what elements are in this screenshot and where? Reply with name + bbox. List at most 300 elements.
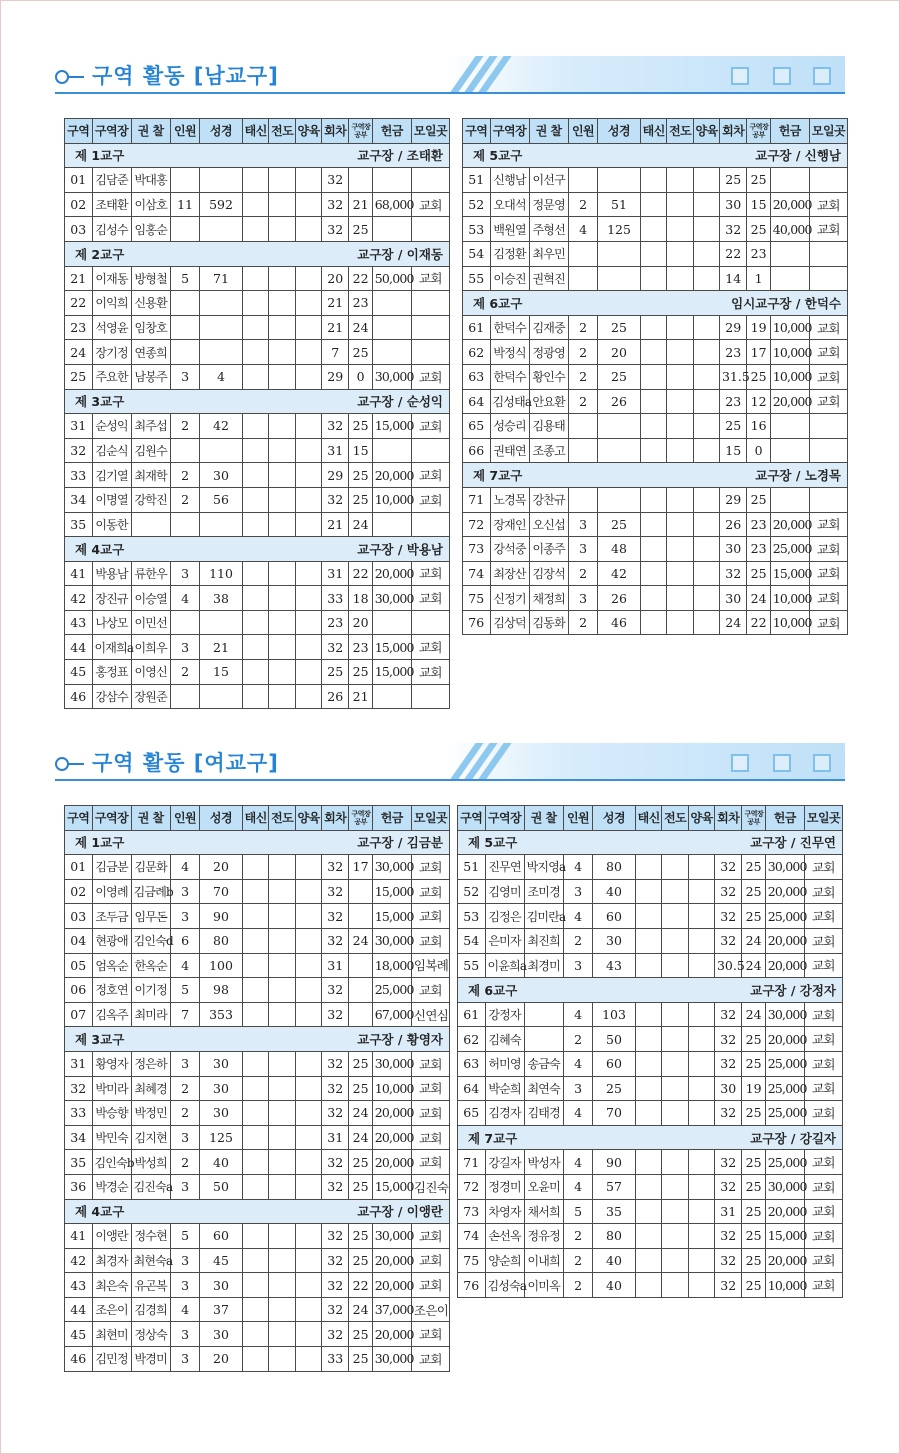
cell-session: 33 xyxy=(321,1347,349,1372)
cell-nurture xyxy=(693,364,719,389)
cell-place: 교회 xyxy=(411,1101,449,1126)
cell-session: 32 xyxy=(321,1297,349,1322)
cell-recorder: 이기정 xyxy=(131,978,170,1003)
cell-evangelism xyxy=(269,1101,295,1126)
cell-place: 교회 xyxy=(411,1347,449,1372)
cell-leader-study: 25 xyxy=(349,1322,372,1347)
cell-members: 3 xyxy=(170,1347,200,1372)
cell-members: 2 xyxy=(563,1224,593,1249)
cell-bible: 98 xyxy=(200,978,242,1003)
cell-session: 29 xyxy=(321,364,349,389)
cell-leader: 최현미 xyxy=(92,1322,131,1347)
cell-members: 2 xyxy=(170,1150,200,1175)
cell-place: 교회 xyxy=(804,1224,842,1249)
cell-offering: 10,000 xyxy=(765,1273,804,1298)
cell-recorder: 최연숙 xyxy=(524,1076,563,1101)
cell-leader-study: 25 xyxy=(349,487,372,512)
cell-place: 교회 xyxy=(411,192,449,217)
cell-leader: 최은숙 xyxy=(92,1273,131,1298)
cell-offering xyxy=(372,610,411,635)
table-row xyxy=(65,364,450,389)
group-cell xyxy=(65,241,450,266)
cell-members xyxy=(170,315,200,340)
cell-leader: 박민숙 xyxy=(92,1125,131,1150)
cell-bible: 48 xyxy=(598,537,640,562)
cell-evangelism xyxy=(667,241,693,266)
cell-place: 김진숙 xyxy=(411,1174,449,1199)
cell-evangelism xyxy=(667,217,693,242)
cell-bible: 40 xyxy=(200,1150,242,1175)
cell-leader: 이재희a xyxy=(92,635,131,660)
cell-session: 29 xyxy=(719,315,747,340)
cell-evangelism xyxy=(667,512,693,537)
cell-bible: 30 xyxy=(200,463,242,488)
cell-bible: 71 xyxy=(200,266,242,291)
cell-session: 32 xyxy=(321,1174,349,1199)
group-name: 제 5교구 xyxy=(468,835,518,851)
table-row xyxy=(65,660,450,685)
cell-bible: 46 xyxy=(598,610,640,635)
cell-nurture xyxy=(688,1002,714,1027)
cell-leader-study: 24 xyxy=(349,1125,372,1150)
cell-session: 32 xyxy=(714,1248,742,1273)
cell-recorder: 박대홍 xyxy=(131,168,170,193)
table-row xyxy=(458,1199,843,1224)
bullet-tick xyxy=(68,763,84,765)
cell-prayer xyxy=(640,438,666,463)
table-row xyxy=(65,1297,450,1322)
table-row xyxy=(458,1150,843,1175)
cell-leader: 석영윤 xyxy=(92,315,131,340)
cell-leader-study: 25 xyxy=(349,340,372,365)
district-table-men-left xyxy=(64,118,450,709)
cell-place: 교회 xyxy=(804,1174,842,1199)
group-row xyxy=(65,143,450,168)
decor-square-icon xyxy=(773,754,791,772)
cell-prayer xyxy=(242,291,268,316)
cell-nurture xyxy=(295,487,321,512)
group-cell xyxy=(463,291,848,316)
bullet-icon xyxy=(55,70,69,84)
table-row xyxy=(463,414,848,439)
cell-prayer xyxy=(640,512,666,537)
table-row xyxy=(65,438,450,463)
cell-bible: 60 xyxy=(593,1051,635,1076)
cell-nurture xyxy=(693,266,719,291)
cell-leader-study: 25 xyxy=(742,1273,765,1298)
cell-members: 2 xyxy=(568,364,598,389)
cell-evangelism xyxy=(269,1150,295,1175)
cell-recorder: 김경희 xyxy=(131,1297,170,1322)
cell-bible xyxy=(200,610,242,635)
cell-prayer xyxy=(242,1150,268,1175)
column-header-recorder: 권 찰 xyxy=(524,806,563,831)
cell-recorder: 이영신 xyxy=(131,660,170,685)
cell-leader-study xyxy=(349,953,372,978)
cell-nurture xyxy=(295,512,321,537)
cell-bible: 110 xyxy=(200,561,242,586)
cell-offering: 25,000 xyxy=(372,978,411,1003)
cell-bible: 80 xyxy=(593,855,635,880)
cell-members: 3 xyxy=(563,953,593,978)
cell-offering: 15,000 xyxy=(372,660,411,685)
cell-session: 20 xyxy=(321,266,349,291)
cell-nurture xyxy=(688,1027,714,1052)
cell-leader-study: 16 xyxy=(747,414,770,439)
cell-leader-study: 25 xyxy=(742,1224,765,1249)
cell-session: 32 xyxy=(714,1002,742,1027)
cell-session: 32 xyxy=(321,1150,349,1175)
cell-offering: 30,000 xyxy=(765,855,804,880)
cell-recorder: 류한우 xyxy=(131,561,170,586)
cell-prayer xyxy=(242,1224,268,1249)
column-header-prayer: 태신 xyxy=(242,119,268,144)
cell-district-no: 65 xyxy=(463,414,491,439)
cell-members xyxy=(170,684,200,709)
cell-evangelism xyxy=(667,610,693,635)
cell-session: 32 xyxy=(714,1027,742,1052)
cell-recorder: 이종주 xyxy=(529,537,568,562)
cell-evangelism xyxy=(269,1076,295,1101)
cell-session: 21 xyxy=(321,512,349,537)
cell-prayer xyxy=(635,1174,661,1199)
table-row xyxy=(65,217,450,242)
cell-recorder: 박성자 xyxy=(524,1150,563,1175)
cell-district-no: 33 xyxy=(65,1101,93,1126)
cell-members: 5 xyxy=(170,266,200,291)
cell-nurture xyxy=(693,340,719,365)
cell-nurture xyxy=(693,315,719,340)
cell-evangelism xyxy=(662,1199,688,1224)
cell-members: 4 xyxy=(563,1174,593,1199)
cell-bible: 80 xyxy=(200,928,242,953)
cell-bible: 60 xyxy=(593,904,635,929)
cell-prayer xyxy=(640,315,666,340)
cell-prayer xyxy=(242,978,268,1003)
cell-leader: 손선옥 xyxy=(485,1224,524,1249)
cell-bible: 51 xyxy=(598,192,640,217)
cell-prayer xyxy=(242,217,268,242)
group-name: 제 7교구 xyxy=(473,468,523,484)
cell-place: 교회 xyxy=(411,660,449,685)
cell-leader: 현광애 xyxy=(92,928,131,953)
cell-evangelism xyxy=(269,340,295,365)
cell-place: 교회 xyxy=(411,879,449,904)
cell-bible: 43 xyxy=(593,953,635,978)
cell-district-no: 41 xyxy=(65,1224,93,1249)
cell-district-no: 61 xyxy=(458,1002,486,1027)
cell-district-no: 71 xyxy=(458,1150,486,1175)
cell-bible: 57 xyxy=(593,1174,635,1199)
cell-offering: 10,000 xyxy=(372,1076,411,1101)
cell-nurture xyxy=(295,168,321,193)
table-row xyxy=(65,1150,450,1175)
bullet-icon xyxy=(55,757,69,771)
cell-recorder: 정상숙 xyxy=(131,1322,170,1347)
table-row xyxy=(458,904,843,929)
column-header-place: 모일곳 xyxy=(809,119,847,144)
cell-members: 3 xyxy=(568,537,598,562)
cell-evangelism xyxy=(269,438,295,463)
cell-leader-study: 25 xyxy=(349,1347,372,1372)
cell-district-no: 43 xyxy=(65,1273,93,1298)
cell-nurture xyxy=(295,610,321,635)
cell-offering: 68,000 xyxy=(372,192,411,217)
table-row xyxy=(65,978,450,1003)
cell-offering: 30,000 xyxy=(765,1002,804,1027)
cell-session: 29 xyxy=(321,463,349,488)
group-name: 제 4교구 xyxy=(75,541,125,557)
cell-leader-study: 15 xyxy=(349,438,372,463)
cell-recorder: 박정민 xyxy=(131,1101,170,1126)
group-leader: 교구장 / 김금분 xyxy=(357,835,443,851)
cell-leader: 양순희 xyxy=(485,1248,524,1273)
cell-bible: 15 xyxy=(200,660,242,685)
cell-recorder: 김금례b xyxy=(131,879,170,904)
cell-leader-study: 24 xyxy=(349,1101,372,1126)
cell-session: 32 xyxy=(321,904,349,929)
cell-leader-study: 25 xyxy=(349,1051,372,1076)
cell-bible: 353 xyxy=(200,1002,242,1027)
cell-evangelism xyxy=(269,315,295,340)
cell-place: 교회 xyxy=(809,192,847,217)
cell-members: 3 xyxy=(170,635,200,660)
table-row xyxy=(463,586,848,611)
cell-prayer xyxy=(635,1150,661,1175)
cell-district-no: 65 xyxy=(458,1101,486,1126)
cell-session: 31 xyxy=(321,438,349,463)
cell-session: 32 xyxy=(714,1051,742,1076)
table-row xyxy=(458,1248,843,1273)
cell-district-no: 05 xyxy=(65,953,93,978)
cell-leader: 김금분 xyxy=(92,855,131,880)
cell-evangelism xyxy=(269,1347,295,1372)
cell-bible: 4 xyxy=(200,364,242,389)
bullet-tick xyxy=(68,76,84,78)
cell-offering: 30,000 xyxy=(372,1347,411,1372)
cell-leader: 이영례 xyxy=(92,879,131,904)
cell-district-no: 03 xyxy=(65,217,93,242)
cell-bible xyxy=(200,291,242,316)
district-table-men-right xyxy=(462,118,848,635)
cell-leader-study xyxy=(349,168,372,193)
column-header-bible: 성경 xyxy=(593,806,635,831)
cell-bible: 20 xyxy=(200,1347,242,1372)
column-header-session: 회차 xyxy=(321,119,349,144)
cell-place xyxy=(411,168,449,193)
cell-nurture xyxy=(693,561,719,586)
cell-offering: 37,000 xyxy=(372,1297,411,1322)
cell-evangelism xyxy=(667,414,693,439)
cell-nurture xyxy=(693,217,719,242)
cell-members: 2 xyxy=(170,1101,200,1126)
cell-offering xyxy=(372,512,411,537)
cell-prayer xyxy=(635,1101,661,1126)
cell-leader: 순성익 xyxy=(92,414,131,439)
cell-prayer xyxy=(242,1002,268,1027)
cell-bible: 90 xyxy=(593,1150,635,1175)
cell-place xyxy=(411,610,449,635)
table-row xyxy=(463,610,848,635)
cell-recorder: 주형선 xyxy=(529,217,568,242)
cell-prayer xyxy=(640,561,666,586)
cell-place xyxy=(809,414,847,439)
column-header-recorder: 권 찰 xyxy=(529,119,568,144)
cell-members: 4 xyxy=(563,855,593,880)
group-leader: 교구장 / 박용남 xyxy=(357,541,443,557)
column-header-leader-study: 구역장 공부 xyxy=(349,806,372,831)
table-row xyxy=(458,1076,843,1101)
cell-nurture xyxy=(693,586,719,611)
cell-members: 3 xyxy=(170,1273,200,1298)
table-row xyxy=(463,512,848,537)
cell-evangelism xyxy=(662,1051,688,1076)
cell-leader: 차영자 xyxy=(485,1199,524,1224)
table-row xyxy=(458,1051,843,1076)
cell-evangelism xyxy=(662,1076,688,1101)
cell-nurture xyxy=(295,1297,321,1322)
cell-session: 23 xyxy=(719,340,747,365)
group-row xyxy=(65,537,450,562)
cell-recorder: 연종희 xyxy=(131,340,170,365)
cell-leader-study: 15 xyxy=(747,192,770,217)
cell-leader: 강정자 xyxy=(485,1002,524,1027)
section-title: 구역 활동 [남교구] xyxy=(92,64,279,88)
cell-prayer xyxy=(242,953,268,978)
cell-recorder: 최미라 xyxy=(131,1002,170,1027)
cell-session: 7 xyxy=(321,340,349,365)
cell-offering: 20,000 xyxy=(372,561,411,586)
table-row xyxy=(65,192,450,217)
cell-recorder: 최현숙a xyxy=(131,1248,170,1273)
cell-evangelism xyxy=(662,1273,688,1298)
cell-offering: 20,000 xyxy=(765,1027,804,1052)
cell-evangelism xyxy=(269,1297,295,1322)
cell-members xyxy=(170,610,200,635)
cell-evangelism xyxy=(269,586,295,611)
cell-district-no: 61 xyxy=(463,315,491,340)
table-row xyxy=(65,463,450,488)
cell-recorder: 방형철 xyxy=(131,266,170,291)
cell-nurture xyxy=(295,855,321,880)
cell-leader: 김옥주 xyxy=(92,1002,131,1027)
cell-place: 교회 xyxy=(411,1150,449,1175)
cell-offering xyxy=(770,168,809,193)
cell-leader: 황영자 xyxy=(92,1051,131,1076)
cell-offering: 20,000 xyxy=(765,879,804,904)
cell-nurture xyxy=(295,1125,321,1150)
cell-recorder: 조미경 xyxy=(524,879,563,904)
cell-recorder: 김원수 xyxy=(131,438,170,463)
cell-session: 32 xyxy=(321,1273,349,1298)
section-decor-band xyxy=(445,56,845,92)
cell-nurture xyxy=(688,928,714,953)
table-row xyxy=(463,241,848,266)
cell-leader: 성승리 xyxy=(490,414,529,439)
cell-nurture xyxy=(693,512,719,537)
cell-session: 30 xyxy=(719,537,747,562)
cell-nurture xyxy=(688,1101,714,1126)
table-row xyxy=(65,291,450,316)
table-row xyxy=(65,414,450,439)
cell-leader: 신정기 xyxy=(490,586,529,611)
cell-leader: 권태연 xyxy=(490,438,529,463)
cell-bible: 35 xyxy=(593,1199,635,1224)
cell-session: 32 xyxy=(714,1224,742,1249)
cell-session: 32 xyxy=(714,1174,742,1199)
cell-district-no: 07 xyxy=(65,1002,93,1027)
cell-leader: 김순식 xyxy=(92,438,131,463)
column-header-nurture: 양육 xyxy=(688,806,714,831)
cell-leader-study: 25 xyxy=(742,1051,765,1076)
cell-bible xyxy=(200,684,242,709)
cell-district-no: 35 xyxy=(65,512,93,537)
table-row xyxy=(65,1125,450,1150)
cell-nurture xyxy=(295,315,321,340)
table-row xyxy=(458,1101,843,1126)
column-header-place: 모일곳 xyxy=(411,119,449,144)
cell-session: 26 xyxy=(719,512,747,537)
cell-prayer xyxy=(242,1273,268,1298)
cell-offering: 20,000 xyxy=(372,463,411,488)
cell-leader-study: 0 xyxy=(747,438,770,463)
cell-leader-study: 22 xyxy=(349,561,372,586)
cell-place: 교회 xyxy=(411,1273,449,1298)
cell-bible: 56 xyxy=(200,487,242,512)
group-row xyxy=(458,1125,843,1150)
cell-offering: 20,000 xyxy=(770,512,809,537)
cell-recorder: 이내희 xyxy=(524,1248,563,1273)
cell-evangelism xyxy=(269,266,295,291)
cell-session: 32 xyxy=(321,635,349,660)
cell-members: 5 xyxy=(170,978,200,1003)
header-row xyxy=(458,806,843,831)
cell-leader: 홍정표 xyxy=(92,660,131,685)
cell-place: 교회 xyxy=(411,463,449,488)
cell-members xyxy=(170,168,200,193)
cell-district-no: 31 xyxy=(65,414,93,439)
cell-evangelism xyxy=(269,610,295,635)
cell-leader: 조두금 xyxy=(92,904,131,929)
cell-members: 2 xyxy=(170,660,200,685)
cell-place: 교회 xyxy=(804,928,842,953)
cell-leader-study: 12 xyxy=(747,389,770,414)
cell-nurture xyxy=(688,1076,714,1101)
cell-evangelism xyxy=(662,1174,688,1199)
cell-district-no: 73 xyxy=(463,537,491,562)
cell-place: 교회 xyxy=(809,217,847,242)
cell-district-no: 23 xyxy=(65,315,93,340)
cell-members: 3 xyxy=(170,1125,200,1150)
column-header-leader: 구역장 xyxy=(92,119,131,144)
cell-nurture xyxy=(295,340,321,365)
cell-nurture xyxy=(295,1051,321,1076)
cell-place: 교회 xyxy=(411,978,449,1003)
cell-bible: 26 xyxy=(598,586,640,611)
column-header-prayer: 태신 xyxy=(635,806,661,831)
cell-leader-study: 22 xyxy=(747,610,770,635)
cell-prayer xyxy=(640,364,666,389)
cell-place: 교회 xyxy=(804,1199,842,1224)
cell-bible: 30 xyxy=(200,1101,242,1126)
cell-district-no: 06 xyxy=(65,978,93,1003)
cell-recorder: 이선구 xyxy=(529,168,568,193)
cell-session: 32 xyxy=(321,414,349,439)
cell-district-no: 35 xyxy=(65,1150,93,1175)
column-header-members: 인원 xyxy=(568,119,598,144)
cell-offering xyxy=(770,241,809,266)
cell-district-no: 01 xyxy=(65,855,93,880)
